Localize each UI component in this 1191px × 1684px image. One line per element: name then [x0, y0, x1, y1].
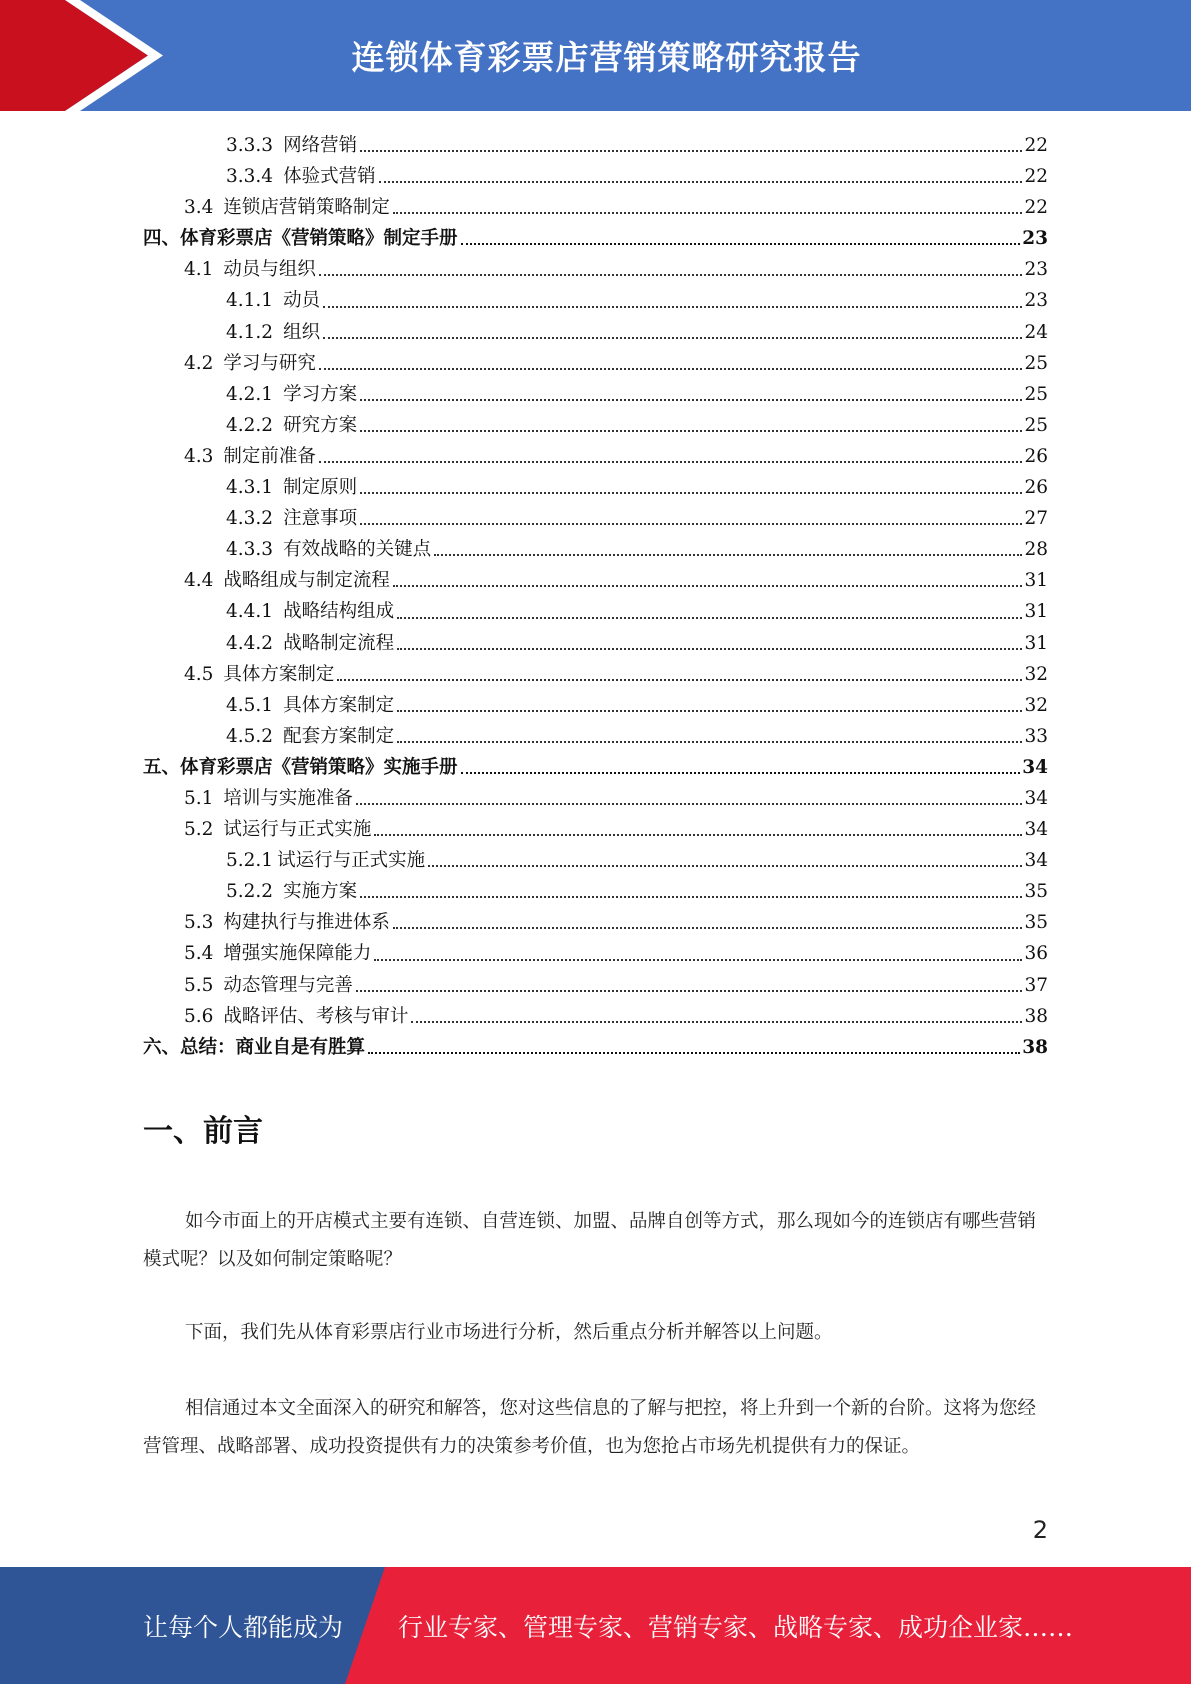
- toc-entry-page: 22: [1024, 197, 1048, 219]
- toc-dot-leader: [360, 895, 1022, 898]
- toc-entry-page: 24: [1024, 321, 1048, 343]
- toc-dot-leader: [360, 429, 1022, 432]
- toc-dot-leader: [319, 273, 1023, 276]
- toc-entry-number: 5.2.1: [226, 850, 274, 872]
- toc-entry-label: 学习与研究: [223, 352, 316, 374]
- toc-dot-leader: [393, 926, 1023, 929]
- toc-entry[interactable]: [143, 285, 1048, 316]
- toc-entry-page: 26: [1024, 477, 1048, 499]
- toc-entry-number: 4.2.2: [226, 414, 274, 436]
- toc-entry[interactable]: [143, 845, 1048, 876]
- toc-entry-number: 4.3: [184, 445, 214, 467]
- toc-entry-page: 35: [1024, 881, 1048, 903]
- toc-entry-page: 26: [1024, 445, 1048, 467]
- toc-entry-label: 动态管理与完善: [223, 974, 353, 996]
- toc-entry-label: 制定前准备: [223, 445, 316, 467]
- toc-entry-label: 战略结构组成: [283, 601, 395, 623]
- toc-entry[interactable]: [143, 938, 1048, 969]
- toc-entry[interactable]: [143, 317, 1048, 348]
- toc-entry-label: 具体方案制定: [223, 663, 335, 685]
- toc-entry[interactable]: [143, 721, 1048, 752]
- toc-dot-leader: [379, 180, 1023, 183]
- toc-entry-label: 战略评估、考核与审计: [223, 1005, 409, 1027]
- toc-entry[interactable]: [143, 876, 1048, 907]
- toc-entry-page: 34: [1024, 819, 1048, 841]
- toc-dot-leader: [356, 989, 1023, 992]
- toc-entry[interactable]: [143, 254, 1048, 285]
- toc-entry-label: 动员: [283, 290, 321, 312]
- toc-entry-number: 4.2: [184, 352, 214, 374]
- toc-entry[interactable]: [143, 659, 1048, 690]
- toc-entry-page: 25: [1024, 414, 1048, 436]
- toc-entry[interactable]: [143, 348, 1048, 379]
- toc-dot-leader: [319, 460, 1023, 463]
- toc-dot-leader: [461, 771, 1021, 774]
- toc-entry-page: 22: [1024, 135, 1048, 156]
- toc-entry[interactable]: [143, 534, 1048, 565]
- toc-entry-page: 38: [1022, 1036, 1048, 1058]
- toc-entry-page: 31: [1024, 570, 1048, 592]
- toc-entry-label: 连锁店营销策略制定: [223, 197, 390, 219]
- toc-entry-label: 构建执行与推进体系: [223, 912, 390, 934]
- toc-entry-page: 32: [1024, 663, 1048, 685]
- toc-entry-page: 23: [1024, 259, 1048, 281]
- toc-dot-leader: [411, 1020, 1022, 1023]
- toc-entry[interactable]: [143, 472, 1048, 503]
- toc-entry-label: 网络营销: [283, 135, 358, 156]
- section-heading: 一、前言: [143, 1114, 263, 1149]
- toc-entry-page: 34: [1024, 850, 1048, 872]
- toc-entry-number: 5.1: [184, 787, 214, 809]
- toc-entry[interactable]: [143, 441, 1048, 472]
- toc-entry-page: 34: [1022, 756, 1048, 778]
- toc-entry-label: 培训与实施准备: [223, 787, 353, 809]
- toc-entry-page: 27: [1024, 508, 1048, 530]
- toc-entry-page: 25: [1024, 352, 1048, 374]
- toc-entry-page: 32: [1024, 694, 1048, 716]
- toc-entry-label: 体育彩票店《营销策略》实施手册: [180, 756, 458, 778]
- toc-entry[interactable]: [143, 161, 1048, 192]
- toc-entry-number: 5.2: [184, 819, 214, 841]
- toc-entry-number: 4.4.2: [226, 632, 274, 654]
- page-header: [0, 0, 1191, 111]
- toc-entry[interactable]: [143, 1032, 1048, 1063]
- toc-entry-label: 实施方案: [283, 881, 358, 903]
- toc-entry-page: 37: [1024, 974, 1048, 996]
- intro-paragraph-3: 相信通过本文全面深入的研究和解答，您对这些信息的了解与把控，将上升到一个新的台阶。这将为您经营管理、战略部署、成功投资提供有力的决策参考价值，也为您抢占市场先机提供有力的保证。: [143, 1398, 1037, 1457]
- toc-entry-label: 学习方案: [283, 383, 358, 405]
- toc-entry-number: 4.1: [184, 259, 214, 281]
- toc-dot-leader: [397, 647, 1022, 650]
- intro-paragraph-2: 下面，我们先从体育彩票店行业市场进行分析，然后重点分析并解答以上问题。: [185, 1322, 833, 1343]
- toc-dot-leader: [374, 833, 1022, 836]
- toc-entry-number: 4.3.2: [226, 508, 274, 530]
- toc-entry-label: 组织: [283, 321, 321, 343]
- toc-entry[interactable]: [143, 752, 1048, 783]
- toc-entry-page: 25: [1024, 383, 1048, 405]
- toc-entry[interactable]: [143, 130, 1048, 161]
- toc-entry[interactable]: [143, 503, 1048, 534]
- toc-entry-number: 4.4: [184, 570, 214, 592]
- toc-dot-leader: [360, 149, 1022, 152]
- toc-entry[interactable]: [143, 783, 1048, 814]
- toc-entry[interactable]: [143, 907, 1048, 938]
- toc-dot-leader: [319, 367, 1023, 370]
- toc-dot-leader: [461, 242, 1021, 245]
- toc-dot-leader: [393, 211, 1023, 214]
- toc-entry[interactable]: [143, 970, 1048, 1001]
- toc-entry[interactable]: [143, 192, 1048, 223]
- toc-entry-number: 3.4: [184, 197, 214, 219]
- toc-dot-leader: [368, 1051, 1020, 1054]
- toc-entry-page: 23: [1024, 290, 1048, 312]
- toc-entry-number: 4.5.1: [226, 694, 274, 716]
- toc-entry-label: 动员与组织: [223, 259, 316, 281]
- toc-entry-number: 4.2.1: [226, 383, 274, 405]
- toc-entry-page: 36: [1024, 943, 1048, 965]
- toc-entry-label: 配套方案制定: [283, 725, 395, 747]
- toc-entry-number: 4.4.1: [226, 601, 274, 623]
- toc-entry-number: 4.1.2: [226, 321, 274, 343]
- toc-entry[interactable]: [143, 223, 1048, 254]
- toc-dot-leader: [323, 336, 1022, 339]
- toc-entry-number: 3.3.3: [226, 135, 274, 156]
- toc-dot-leader: [337, 678, 1022, 681]
- toc-dot-leader: [323, 305, 1022, 308]
- toc-dot-leader: [393, 584, 1023, 587]
- toc-dot-leader: [397, 616, 1022, 619]
- toc-entry[interactable]: [143, 410, 1048, 441]
- toc-entry-number: 4.5.2: [226, 725, 274, 747]
- toc-entry-number: 4.3.3: [226, 539, 274, 561]
- toc-entry[interactable]: [143, 1001, 1048, 1032]
- toc-entry-label: 研究方案: [283, 414, 358, 436]
- toc-entry-page: 23: [1022, 228, 1048, 250]
- toc-entry-number: 4.5: [184, 663, 214, 685]
- toc-entry-label: 体验式营销: [283, 166, 376, 188]
- toc-entry-number: 5.6: [184, 1005, 214, 1027]
- toc-entry-number: 五、: [143, 756, 181, 778]
- toc-entry-page: 22: [1024, 166, 1048, 188]
- toc-entry-number: 四、: [143, 228, 181, 250]
- toc-entry-number: 5.2.2: [226, 881, 274, 903]
- footer-slogan-left: 让每个人都能成为: [143, 1612, 344, 1642]
- toc-entry-label: 体育彩票店《营销策略》制定手册: [180, 228, 458, 250]
- toc-entry-label: 增强实施保障能力: [223, 943, 372, 965]
- toc-entry[interactable]: [143, 690, 1048, 721]
- toc-dot-leader: [360, 398, 1022, 401]
- toc-entry-number: 3.3.4: [226, 166, 274, 188]
- toc-entry[interactable]: [143, 814, 1048, 845]
- intro-paragraph-1: 如今市面上的开店模式主要有连锁、自营连锁、加盟、品牌自创等方式，那么现如今的连锁店有哪些营销模式呢？以及如何制定策略呢？: [143, 1211, 1037, 1270]
- toc-entry-number: 5.3: [184, 912, 214, 934]
- toc-entry[interactable]: [143, 596, 1048, 627]
- toc-dot-leader: [360, 491, 1022, 494]
- toc-entry-page: 38: [1024, 1005, 1048, 1027]
- toc-entry-page: 33: [1024, 725, 1048, 747]
- toc-dot-leader: [397, 740, 1022, 743]
- toc-entry-number: 4.3.1: [226, 477, 274, 499]
- toc-entry-number: 六、: [143, 1036, 181, 1058]
- toc-entry-label: 有效战略的关键点: [283, 539, 432, 561]
- toc-dot-leader: [434, 553, 1022, 556]
- toc-entry-number: 5.4: [184, 943, 214, 965]
- toc-dot-leader: [360, 522, 1022, 525]
- toc-entry[interactable]: [143, 379, 1048, 410]
- toc-entry-page: 34: [1024, 787, 1048, 809]
- toc-entry-label: 试运行与正式实施: [223, 819, 372, 841]
- toc-dot-leader: [397, 709, 1022, 712]
- toc-dot-leader: [374, 958, 1022, 961]
- toc-dot-leader: [428, 864, 1022, 867]
- toc-entry-number: 4.1.1: [226, 290, 274, 312]
- toc-entry-label: 具体方案制定: [283, 694, 395, 716]
- toc-entry-label: 总结：商业自是有胜算: [180, 1036, 366, 1058]
- toc-entry-number: 5.5: [184, 974, 214, 996]
- toc-entry-label: 战略制定流程: [283, 632, 395, 654]
- page-footer: [0, 1567, 1191, 1684]
- toc-entry-label: 制定原则: [283, 477, 358, 499]
- toc-entry-page: 31: [1024, 632, 1048, 654]
- toc-dot-leader: [356, 802, 1023, 805]
- toc-entry-page: 28: [1024, 539, 1048, 561]
- footer-slogan-right: 行业专家、管理专家、营销专家、战略专家、成功企业家……: [398, 1612, 1074, 1642]
- toc-entry-label: 试运行与正式实施: [277, 850, 426, 872]
- toc-entry-page: 35: [1024, 912, 1048, 934]
- table-of-contents: [143, 130, 1048, 1063]
- toc-entry-label: 注意事项: [283, 508, 358, 530]
- toc-entry[interactable]: [143, 628, 1048, 659]
- report-title: 连锁体育彩票店营销策略研究报告: [351, 38, 862, 77]
- page-number: 2: [1032, 1516, 1048, 1544]
- toc-entry[interactable]: [143, 565, 1048, 596]
- toc-entry-page: 31: [1024, 601, 1048, 623]
- toc-entry-label: 战略组成与制定流程: [223, 570, 390, 592]
